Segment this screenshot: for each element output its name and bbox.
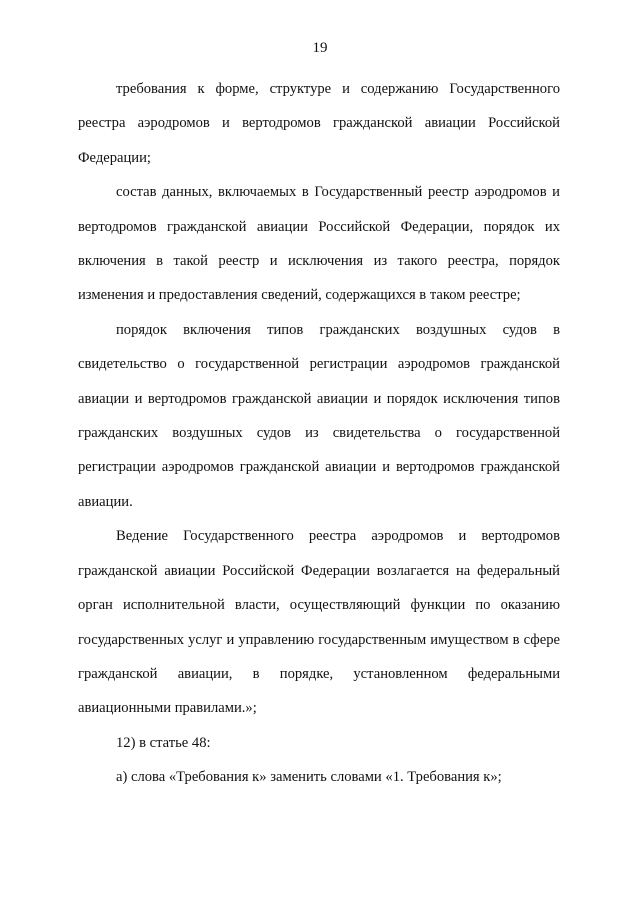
page-number: 19: [312, 40, 328, 56]
paragraph-data-composition: состав данных, включаемых в Государственный реестр аэродромов и вертодромов гражданской авиации Российской Федерации, порядок их включения в такой реестр и исключения из такого реестра, порядок изменения и предоставления сведений, содержащихся в таком реестре;: [78, 184, 560, 304]
paragraph-registry-maintenance: Ведение Государственного реестра аэродромов и вертодромов гражданской авиации Российской Федерации возлагается на федеральный орган исполнительной власти, осуществляющий функции по оказанию государственных услуг и управлению государственным имуществом в сфере гражданской авиации, в порядке, установленном федеральными авиационными правилами.»;: [78, 528, 560, 717]
document-body: [78, 72, 560, 795]
paragraph-amendment-a: а) слова «Требования к» заменить словами «1. Требования к»;: [116, 769, 502, 786]
paragraph-form-requirements: требования к форме, структуре и содержанию Государственного реестра аэродромов и вертодромов гражданской авиации Российской Федерации;: [78, 81, 560, 166]
paragraph-aircraft-types-order: порядок включения типов гражданских воздушных судов в свидетельство о государственной регистрации аэродромов гражданской авиации и вертодромов гражданской авиации и порядок исключения типов гражданских воздушных судов из свидетельства о государственной регистрации аэродромов гражданской авиации и вертодромов гражданской авиации.: [78, 321, 560, 510]
paragraph-article-48: 12) в статье 48:: [116, 734, 211, 751]
